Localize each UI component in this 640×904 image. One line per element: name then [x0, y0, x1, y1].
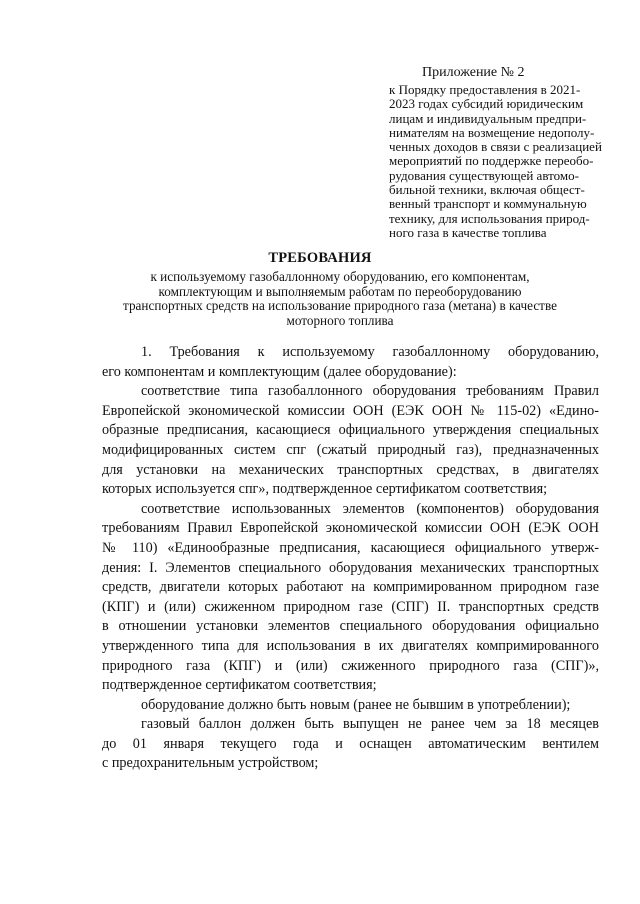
body-line: образные предписания, касающиеся официального утверждения специальных — [102, 422, 599, 439]
appendix-line: лицам и индивидуальным предпри- — [389, 110, 587, 126]
subtitle-line: комплектующим и выполняемым работам по переоборудованию — [158, 283, 522, 299]
subtitle-line: транспортных средств на использование природного газа (метана) в качестве — [123, 298, 557, 314]
body-text — [102, 343, 599, 774]
body-line: (КПГ) и (или) сжиженном природном газе (СПГ) II. транспортных средств — [102, 598, 599, 615]
body-line: до 01 января текущего года и оснащен автоматическим вентилем — [102, 735, 599, 752]
body-line: оборудование должно быть новым (ранее не бывшим в употреблении); — [141, 696, 571, 713]
appendix-reference — [389, 82, 602, 240]
body-line: Европейской экономической комиссии ООН (ЕЭК ООН № 115-02) «Едино- — [102, 402, 599, 419]
appendix-line: рудования существующей автомо- — [389, 167, 579, 183]
appendix-line: 2023 годах субсидий юридическим — [389, 96, 584, 112]
body-line: соответствие типа газобаллонного оборудования требованиям Правил — [141, 383, 599, 400]
body-line: № 110) «Единообразные предписания, касающиеся официального утверж- — [102, 539, 599, 556]
body-line: его компонентам и комплектующим (далее оборудование): — [102, 363, 457, 380]
body-line: соответствие использованных элементов (компонентов) оборудования — [141, 500, 599, 517]
body-line: в отношении установки элементов специального оборудования официально — [102, 618, 599, 635]
body-line: для установки на механических транспортных средствах, в двигателях — [102, 461, 599, 478]
body-line: модифицированных систем спг (сжатый природный газ), предназначенных — [102, 441, 599, 458]
body-line: которых используется спг», подтвержденное сертификатом соответствия; — [102, 481, 548, 498]
body-line: средств, двигатели которых работают на компримированном природном газе — [102, 579, 599, 596]
body-line: дения: I. Элементов специального оборудования механических транспортных — [102, 559, 599, 576]
body-line: требованиям Правил Европейской экономической комиссии ООН (ЕЭК ООН — [102, 520, 599, 537]
subtitle-line: моторного топлива — [286, 312, 394, 328]
body-line: газовый баллон должен быть выпущен не ранее чем за 18 месяцев — [141, 716, 599, 733]
appendix-title: Приложение № 2 — [422, 65, 525, 80]
body-line: утвержденного типа для использования в их двигателях компримированного — [102, 637, 599, 654]
subtitle-line: к используемому газобаллонному оборудованию, его компонентам, — [150, 269, 530, 284]
body-line: природного газа (КПГ) и (или) сжиженного природного газа (СПГ)», — [102, 657, 599, 674]
appendix-line: ченных доходов в связи с реализацией — [389, 139, 602, 155]
appendix-line: ного газа в качестве топлива — [389, 224, 547, 240]
body-line: 1. Требования к используемому газобаллонному оборудованию, — [141, 344, 599, 360]
document-title: ТРЕБОВАНИЯ — [268, 250, 372, 266]
appendix-line: бильной техники, включая общест- — [389, 182, 585, 198]
appendix-line: нимателям на возмещение недополу- — [389, 124, 595, 140]
appendix-line: к Порядку предоставления в 2021- — [389, 82, 581, 97]
body-line: подтвержденное сертификатом соответствия; — [102, 677, 377, 694]
appendix-line: венный транспорт и коммунальную — [389, 196, 587, 212]
appendix-line: технику, для использования природ- — [389, 210, 590, 226]
document-subtitle — [100, 270, 580, 328]
body-line: с предохранительным устройством; — [102, 755, 319, 772]
appendix-line: мероприятий по поддержке переобо- — [389, 153, 594, 169]
